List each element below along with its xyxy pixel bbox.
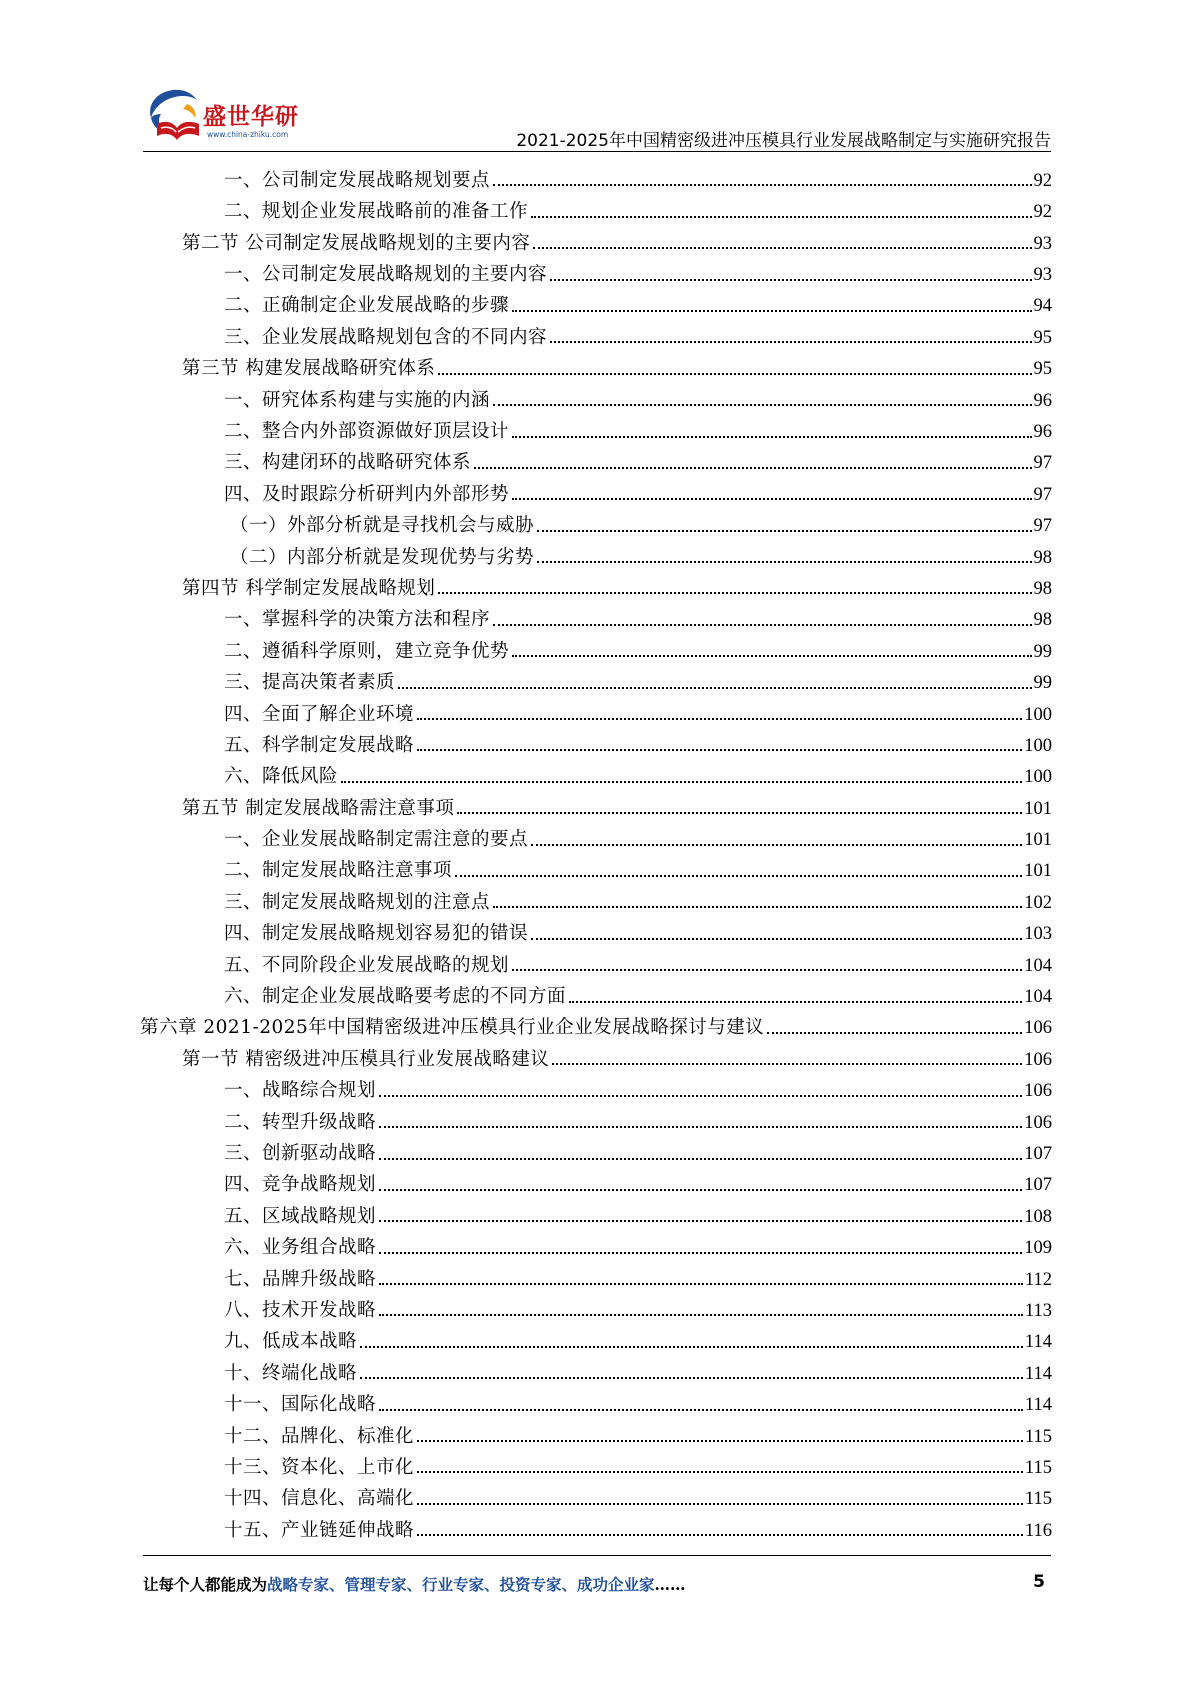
toc-dot-leader — [398, 687, 1031, 689]
toc-dot-leader — [550, 341, 1031, 343]
toc-entry[interactable] — [140, 1069, 1052, 1100]
toc-entry[interactable] — [140, 944, 1052, 975]
toc-entry-label: 十、终端化战略 — [224, 1362, 358, 1384]
toc-entry-label: 三、创新驱动战略 — [224, 1143, 377, 1164]
toc-entry[interactable] — [140, 347, 1052, 378]
toc-dot-leader — [537, 530, 1031, 532]
toc-entry[interactable] — [140, 253, 1052, 284]
toc-entry[interactable] — [140, 1038, 1052, 1069]
toc-entry[interactable] — [140, 410, 1052, 441]
toc-entry[interactable] — [140, 316, 1052, 347]
toc-entry[interactable] — [140, 755, 1052, 786]
toc-entry[interactable] — [140, 1446, 1052, 1477]
toc-dot-leader — [379, 1189, 1022, 1191]
toc-dot-leader — [379, 1314, 1023, 1316]
toc-entry[interactable] — [140, 190, 1052, 221]
toc-entry-page: 106 — [1024, 1112, 1052, 1133]
toc-entry-label: 二、规划企业发展战略前的准备工作 — [224, 201, 529, 223]
toc-entry-page: 96 — [1033, 390, 1052, 411]
footer-slogan — [143, 1573, 686, 1595]
toc-entry[interactable] — [140, 598, 1052, 629]
logo-url: www.china-zhiku.com — [207, 130, 289, 139]
toc-entry[interactable] — [140, 442, 1052, 473]
toc-dot-leader — [533, 247, 1031, 249]
toc-entry-label: 一、公司制定发展战略规划的主要内容 — [224, 264, 548, 286]
toc-entry-page: 108 — [1024, 1206, 1052, 1227]
toc-entry-label: 三、制定发展战略规划的注意点 — [224, 891, 491, 913]
toc-entry-page: 101 — [1024, 861, 1052, 882]
toc-entry-label: 三、企业发展战略规划包含的不同内容 — [224, 326, 548, 348]
toc-entry[interactable] — [140, 285, 1052, 316]
toc-entry-page: 98 — [1033, 578, 1052, 599]
toc-entry[interactable] — [140, 473, 1052, 504]
toc-entry[interactable] — [140, 787, 1052, 818]
toc-entry-page: 99 — [1033, 641, 1052, 662]
toc-entry-label: 四、全面了解企业环境 — [224, 703, 415, 725]
page-footer — [143, 1573, 1051, 1597]
toc-entry[interactable] — [140, 1258, 1052, 1289]
toc-entry[interactable] — [140, 1509, 1052, 1540]
toc-dot-leader — [417, 718, 1022, 720]
toc-entry-label: 一、掌握科学的决策方法和程序 — [224, 609, 491, 631]
toc-dot-leader — [767, 1032, 1022, 1034]
toc-entry[interactable] — [140, 693, 1052, 724]
toc-entry-label: 十五、产业链延伸战略 — [224, 1519, 415, 1541]
toc-dot-leader — [379, 1220, 1022, 1222]
toc-entry[interactable] — [140, 630, 1052, 661]
toc-entry[interactable] — [140, 1352, 1052, 1383]
toc-dot-leader — [512, 498, 1031, 500]
toc-entry[interactable] — [140, 850, 1052, 881]
toc-dot-leader — [493, 184, 1031, 186]
toc-entry[interactable] — [140, 1383, 1052, 1414]
page-header — [143, 80, 1051, 154]
toc-entry[interactable] — [140, 1415, 1052, 1446]
toc-entry-page: 100 — [1024, 704, 1052, 725]
toc-entry-page: 102 — [1024, 892, 1052, 913]
toc-entry-label: 三、提高决策者素质 — [224, 672, 396, 694]
toc-entry[interactable] — [140, 1477, 1052, 1508]
toc-entry-page: 101 — [1024, 830, 1052, 851]
toc-entry-page: 115 — [1024, 1489, 1052, 1510]
header-divider — [143, 151, 1051, 152]
toc-entry-page: 106 — [1024, 1081, 1052, 1102]
toc-entry-page: 109 — [1024, 1238, 1052, 1259]
toc-dot-leader — [531, 216, 1031, 218]
page-number: 5 — [1033, 1572, 1045, 1592]
toc-entry-page: 92 — [1033, 170, 1052, 191]
toc-entry-page: 114 — [1024, 1363, 1052, 1384]
toc-entry-page: 100 — [1024, 767, 1052, 788]
toc-dot-leader — [438, 592, 1031, 594]
toc-entry[interactable] — [140, 975, 1052, 1006]
toc-entry-page: 99 — [1033, 673, 1052, 694]
toc-entry-label: 五、不同阶段企业发展战略的规划 — [224, 954, 510, 976]
toc-entry[interactable] — [140, 1164, 1052, 1195]
toc-entry-label: 五、科学制定发展战略 — [224, 734, 415, 756]
toc-entry-label: 第一节 精密级进冲压模具行业发展战略建议 — [182, 1048, 550, 1070]
footer-divider — [143, 1555, 1051, 1556]
toc-dot-leader — [379, 1283, 1023, 1285]
toc-entry-page: 106 — [1024, 1018, 1052, 1039]
toc-entry-page: 112 — [1024, 1269, 1052, 1290]
toc-dot-leader — [512, 969, 1022, 971]
company-logo — [143, 80, 313, 150]
toc-entry[interactable] — [140, 1195, 1052, 1226]
logo-name: 盛世华研 — [203, 104, 299, 130]
slogan-prefix: 让每个人都能成为 — [143, 1575, 268, 1594]
toc-entry-page: 115 — [1024, 1457, 1052, 1478]
toc-entry-label: 六、业务组合战略 — [224, 1237, 377, 1259]
toc-entry-page: 113 — [1024, 1300, 1052, 1321]
toc-dot-leader — [417, 1503, 1023, 1505]
toc-entry-label: 四、制定发展战略规划容易犯的错误 — [224, 923, 529, 945]
toc-entry-label: 十一、国际化战略 — [224, 1394, 377, 1416]
toc-dot-leader — [417, 1471, 1023, 1473]
toc-entry-label: 第四节 科学制定发展战略规划 — [182, 577, 436, 599]
toc-dot-leader — [360, 1377, 1023, 1379]
toc-entry-label: 十三、资本化、上市化 — [224, 1456, 415, 1478]
toc-dot-leader — [531, 938, 1022, 940]
toc-entry-page: 97 — [1033, 453, 1052, 474]
toc-entry-label: 九、低成本战略 — [224, 1331, 358, 1353]
toc-dot-leader — [512, 436, 1031, 438]
report-title: 2021-2025年中国精密级进冲压模具行业发展战略制定与实施研究报告 — [516, 131, 1051, 151]
toc-entry-label: 第三节 构建发展战略研究体系 — [182, 358, 436, 380]
toc-entry-page: 93 — [1033, 265, 1052, 286]
toc-entry[interactable] — [140, 536, 1052, 567]
toc-entry-label: 四、竞争战略规划 — [224, 1174, 377, 1196]
toc-entry[interactable] — [140, 1007, 1052, 1038]
toc-entry[interactable] — [140, 567, 1052, 598]
toc-entry-label: 六、降低风险 — [224, 766, 339, 788]
slogan-suffix: …… — [654, 1575, 686, 1594]
toc-entry-page: 92 — [1033, 202, 1052, 223]
toc-dot-leader — [531, 844, 1022, 846]
toc-entry-page: 95 — [1033, 359, 1052, 380]
toc-entry-label: 八、技术开发战略 — [224, 1299, 377, 1321]
toc-dot-leader — [552, 1063, 1022, 1065]
toc-entry-page: 116 — [1024, 1520, 1052, 1541]
toc-entry[interactable] — [140, 818, 1052, 849]
toc-dot-leader — [569, 1001, 1022, 1003]
toc-dot-leader — [417, 1534, 1023, 1536]
toc-entry-page: 106 — [1024, 1049, 1052, 1070]
toc-dot-leader — [537, 561, 1031, 563]
toc-entry-label: 二、转型升级战略 — [224, 1111, 377, 1133]
toc-entry-page: 93 — [1033, 233, 1052, 254]
toc-entry[interactable] — [140, 379, 1052, 410]
toc-entry-label: 第二节 公司制定发展战略规划的主要内容 — [182, 232, 531, 254]
toc-entry[interactable] — [140, 1320, 1052, 1351]
toc-entry-page: 101 — [1024, 798, 1052, 819]
table-of-contents — [140, 159, 1052, 1540]
toc-entry[interactable] — [140, 1132, 1052, 1163]
toc-entry-page: 103 — [1024, 924, 1052, 945]
toc-entry-label: 第五节 制定发展战略需注意事项 — [182, 797, 455, 819]
toc-dot-leader — [379, 1252, 1022, 1254]
toc-entry[interactable] — [140, 222, 1052, 253]
toc-entry-label: 四、及时跟踪分析研判内外部形势 — [224, 483, 510, 505]
toc-entry-label: 六、制定企业发展战略要考虑的不同方面 — [224, 986, 567, 1008]
toc-entry-label: 二、制定发展战略注意事项 — [224, 860, 453, 882]
toc-entry[interactable] — [140, 1226, 1052, 1257]
toc-entry-label: 一、战略综合规划 — [224, 1080, 377, 1102]
toc-entry-label: 七、品牌升级战略 — [224, 1268, 377, 1290]
toc-dot-leader — [512, 655, 1031, 657]
toc-dot-leader — [379, 1095, 1022, 1097]
toc-entry[interactable] — [140, 724, 1052, 755]
toc-entry-label: 二、整合内外部资源做好顶层设计 — [224, 421, 510, 443]
toc-entry-page: 95 — [1033, 327, 1052, 348]
toc-entry-page: 98 — [1033, 610, 1052, 631]
toc-entry-label: 第六章 2021-2025年中国精密级进冲压模具行业企业发展战略探讨与建议 — [140, 1017, 765, 1039]
toc-entry-page: 98 — [1033, 547, 1052, 568]
toc-entry-label: （一）外部分析就是寻找机会与威胁 — [230, 515, 535, 537]
toc-entry-page: 94 — [1033, 296, 1052, 317]
toc-entry-label: 一、公司制定发展战略规划要点 — [224, 169, 491, 191]
toc-entry[interactable] — [140, 1289, 1052, 1320]
toc-dot-leader — [493, 624, 1031, 626]
toc-entry-label: 一、企业发展战略制定需注意的要点 — [224, 829, 529, 851]
toc-entry-label: 三、构建闭环的战略研究体系 — [224, 452, 472, 474]
toc-dot-leader — [550, 279, 1031, 281]
toc-entry-page: 104 — [1024, 987, 1052, 1008]
toc-dot-leader — [417, 749, 1022, 751]
toc-dot-leader — [360, 1346, 1023, 1348]
book-swirl-logo-icon — [143, 84, 207, 144]
toc-entry-page: 107 — [1024, 1144, 1052, 1164]
toc-dot-leader — [474, 467, 1031, 469]
toc-entry-label: 五、区域战略规划 — [224, 1205, 377, 1227]
slogan-highlight: 战略专家、管理专家、行业专家、投资专家、成功企业家 — [267, 1575, 655, 1594]
toc-entry-page: 97 — [1033, 516, 1052, 537]
toc-entry-page: 100 — [1024, 735, 1052, 756]
toc-entry-label: 十四、信息化、高端化 — [224, 1488, 415, 1510]
toc-dot-leader — [341, 781, 1022, 783]
toc-entry-page: 107 — [1024, 1175, 1052, 1196]
toc-entry-page: 96 — [1033, 422, 1052, 443]
toc-dot-leader — [438, 373, 1031, 375]
toc-dot-leader — [457, 812, 1022, 814]
toc-dot-leader — [379, 1158, 1022, 1160]
toc-dot-leader — [512, 310, 1031, 312]
toc-entry-page: 114 — [1024, 1395, 1052, 1416]
toc-entry[interactable] — [140, 881, 1052, 912]
toc-dot-leader — [455, 875, 1022, 877]
toc-entry-page: 114 — [1024, 1332, 1052, 1353]
toc-entry[interactable] — [140, 504, 1052, 535]
toc-dot-leader — [417, 1440, 1023, 1442]
toc-entry-label: 十二、品牌化、标准化 — [224, 1425, 415, 1447]
toc-dot-leader — [493, 404, 1031, 406]
toc-entry-page: 104 — [1024, 955, 1052, 976]
toc-entry-label: 二、正确制定企业发展战略的步骤 — [224, 295, 510, 317]
toc-entry-page: 97 — [1033, 484, 1052, 505]
toc-dot-leader — [379, 1126, 1022, 1128]
toc-entry-label: 二、遵循科学原则，建立竞争优势 — [224, 640, 510, 662]
toc-entry[interactable] — [140, 912, 1052, 943]
toc-entry-label: （二）内部分析就是发现优势与劣势 — [230, 546, 535, 568]
toc-entry-label: 一、研究体系构建与实施的内涵 — [224, 389, 491, 411]
toc-dot-leader — [379, 1409, 1023, 1411]
toc-entry[interactable] — [140, 1101, 1052, 1132]
toc-entry-page: 115 — [1024, 1426, 1052, 1447]
toc-dot-leader — [493, 906, 1022, 908]
toc-entry[interactable] — [140, 661, 1052, 692]
toc-entry[interactable] — [140, 159, 1052, 190]
